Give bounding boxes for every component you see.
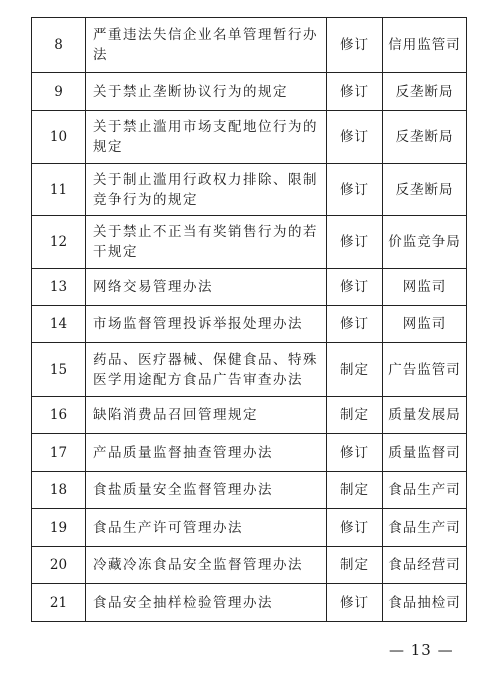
table-row	[32, 343, 467, 397]
action-type: 修订	[327, 216, 383, 269]
responsible-department: 质量发展局	[383, 397, 467, 434]
regulation-title: 产品质量监督抽查管理办法	[86, 434, 327, 472]
action-type: 修订	[327, 434, 383, 472]
table-row	[32, 73, 467, 111]
table-row	[32, 434, 467, 472]
responsible-department: 网监司	[383, 269, 467, 306]
responsible-department: 价监竞争局	[383, 216, 467, 269]
regulations-table	[31, 17, 467, 622]
table-row	[32, 306, 467, 343]
responsible-department: 网监司	[383, 306, 467, 343]
row-number: 17	[32, 434, 86, 472]
action-type: 修订	[327, 509, 383, 547]
row-number: 14	[32, 306, 86, 343]
row-number: 19	[32, 509, 86, 547]
row-number: 10	[32, 111, 86, 164]
regulation-title: 网络交易管理办法	[86, 269, 327, 306]
action-type: 修订	[327, 584, 383, 622]
table-row	[32, 18, 467, 73]
action-type: 修订	[327, 306, 383, 343]
regulation-title: 冷藏冷冻食品安全监督管理办法	[86, 547, 327, 584]
table-body	[32, 18, 467, 622]
action-type: 制定	[327, 547, 383, 584]
action-type: 修订	[327, 164, 383, 216]
page-number: — 13 —	[389, 641, 454, 659]
regulation-title: 缺陷消费品召回管理规定	[86, 397, 327, 434]
row-number: 8	[32, 18, 86, 73]
row-number: 9	[32, 73, 86, 111]
regulation-title: 药品、医疗器械、保健食品、特殊医学用途配方食品广告审查办法	[86, 343, 327, 397]
table-row	[32, 584, 467, 622]
row-number: 11	[32, 164, 86, 216]
action-type: 制定	[327, 397, 383, 434]
regulation-title: 关于禁止滥用市场支配地位行为的规定	[86, 111, 327, 164]
regulation-title: 关于禁止垄断协议行为的规定	[86, 73, 327, 111]
table-row	[32, 397, 467, 434]
responsible-department: 食品抽检司	[383, 584, 467, 622]
action-type: 修订	[327, 269, 383, 306]
row-number: 20	[32, 547, 86, 584]
row-number: 16	[32, 397, 86, 434]
responsible-department: 广告监管司	[383, 343, 467, 397]
table-row	[32, 547, 467, 584]
responsible-department: 食品经营司	[383, 547, 467, 584]
row-number: 18	[32, 472, 86, 509]
row-number: 12	[32, 216, 86, 269]
table-row	[32, 111, 467, 164]
regulation-title: 食盐质量安全监督管理办法	[86, 472, 327, 509]
regulation-title: 食品安全抽样检验管理办法	[86, 584, 327, 622]
table-row	[32, 509, 467, 547]
responsible-department: 反垄断局	[383, 111, 467, 164]
responsible-department: 反垄断局	[383, 164, 467, 216]
regulation-title: 关于禁止不正当有奖销售行为的若干规定	[86, 216, 327, 269]
responsible-department: 反垄断局	[383, 73, 467, 111]
action-type: 修订	[327, 18, 383, 73]
responsible-department: 质量监督司	[383, 434, 467, 472]
regulation-title: 食品生产许可管理办法	[86, 509, 327, 547]
responsible-department: 食品生产司	[383, 509, 467, 547]
action-type: 修订	[327, 73, 383, 111]
table-row	[32, 269, 467, 306]
action-type: 制定	[327, 343, 383, 397]
regulation-title: 严重违法失信企业名单管理暂行办法	[86, 18, 327, 73]
responsible-department: 食品生产司	[383, 472, 467, 509]
action-type: 制定	[327, 472, 383, 509]
action-type: 修订	[327, 111, 383, 164]
row-number: 15	[32, 343, 86, 397]
regulation-title: 关于制止滥用行政权力排除、限制竞争行为的规定	[86, 164, 327, 216]
table-row	[32, 472, 467, 509]
row-number: 21	[32, 584, 86, 622]
responsible-department: 信用监管司	[383, 18, 467, 73]
table-row	[32, 164, 467, 216]
table-row	[32, 216, 467, 269]
row-number: 13	[32, 269, 86, 306]
regulation-title: 市场监督管理投诉举报处理办法	[86, 306, 327, 343]
